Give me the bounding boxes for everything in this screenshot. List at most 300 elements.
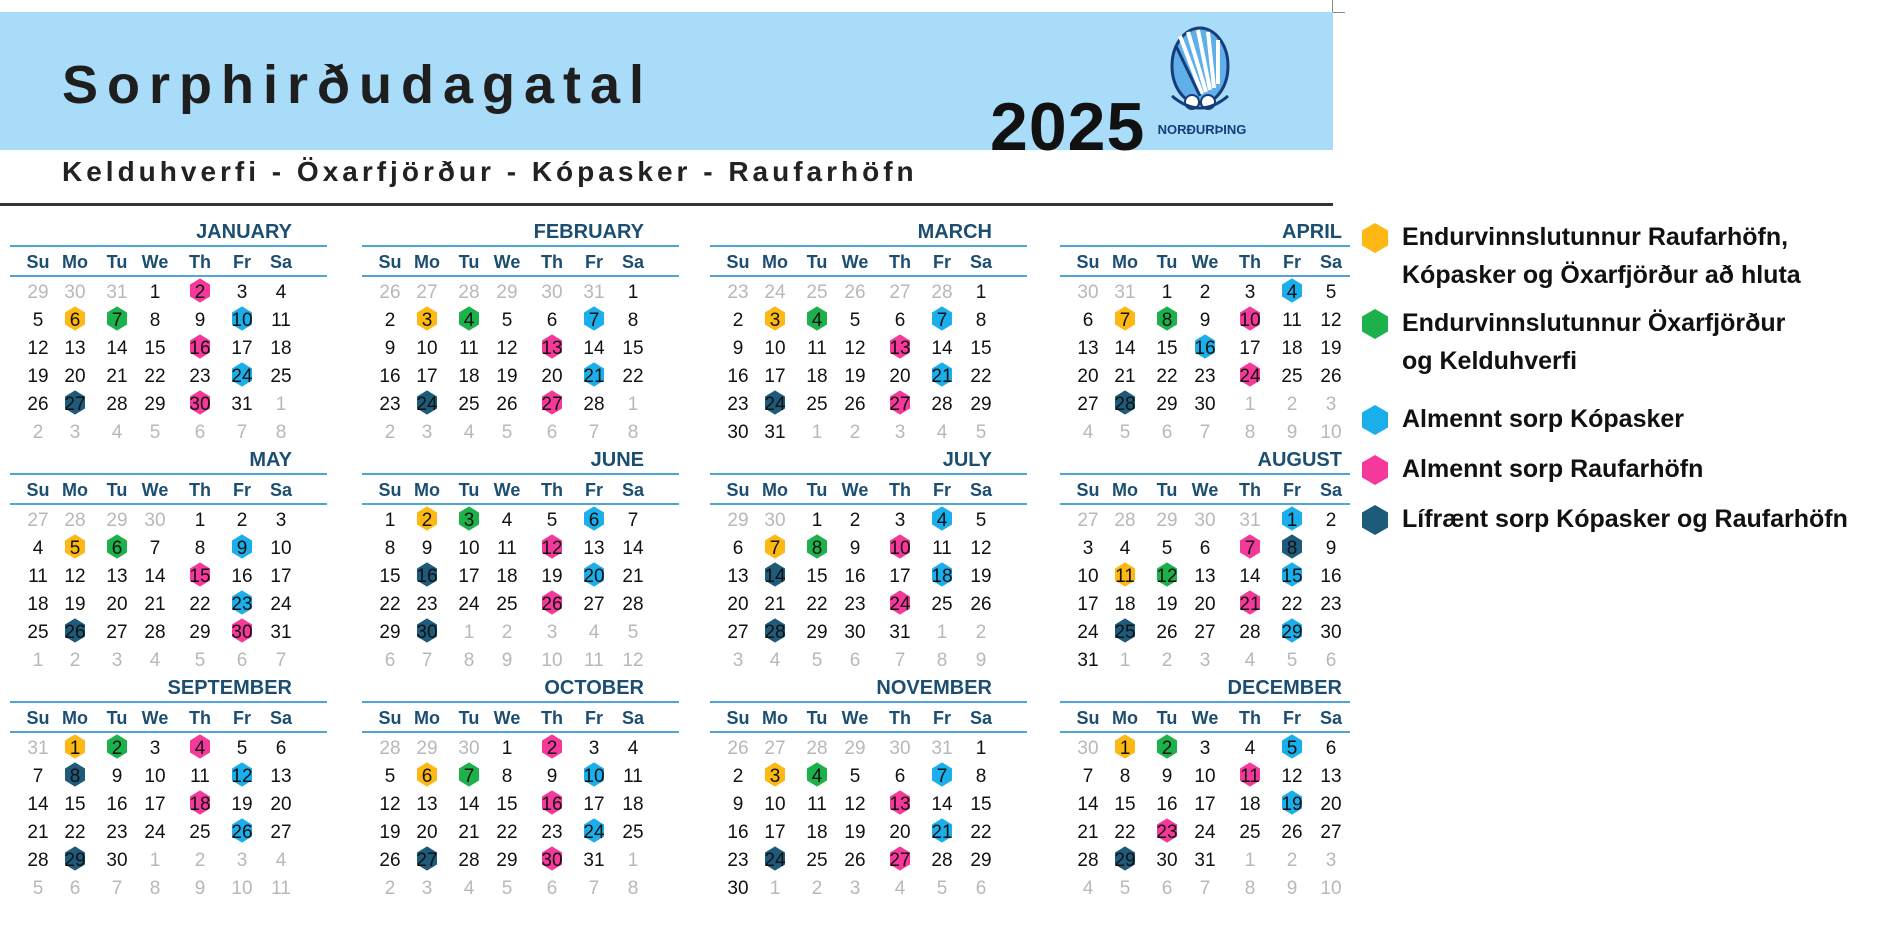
day-number-outside: 7: [1199, 422, 1211, 443]
day-number: 15: [970, 338, 992, 359]
weekday-label: Th: [189, 480, 211, 500]
day-number: 24: [144, 822, 166, 843]
day-number: 3: [421, 310, 433, 331]
day-number: 13: [541, 338, 563, 359]
day-number-outside: 5: [1286, 650, 1298, 671]
day-number: 13: [583, 538, 605, 559]
day-number-outside: 4: [936, 422, 948, 443]
day-number: 25: [189, 822, 211, 843]
weekday-label: Tu: [458, 708, 480, 728]
day-number: 26: [1156, 622, 1178, 643]
day-number-outside: 10: [1320, 878, 1342, 899]
weekday-label: Th: [189, 708, 211, 728]
day-number: 5: [849, 766, 861, 787]
day-number: 14: [27, 794, 49, 815]
day-number-outside: 8: [936, 650, 948, 671]
day-number-outside: 1: [1244, 394, 1256, 415]
day-number: 17: [1194, 794, 1216, 815]
day-number: 26: [379, 850, 401, 871]
day-number: 26: [541, 594, 563, 615]
day-number-outside: 30: [889, 738, 911, 759]
day-number: 18: [1239, 794, 1261, 815]
day-number: 28: [764, 622, 786, 643]
day-number: 21: [622, 566, 644, 587]
weekday-label: Mo: [1112, 708, 1138, 728]
day-number: 2: [236, 510, 248, 531]
day-number: 27: [1077, 394, 1099, 415]
day-number: 2: [111, 738, 123, 759]
day-number: 8: [1119, 766, 1131, 787]
day-number: 22: [144, 366, 166, 387]
weekday-label: Su: [26, 708, 50, 728]
day-number: 24: [1077, 622, 1099, 643]
weekday-label: We: [493, 252, 521, 272]
day-number: 26: [844, 394, 866, 415]
day-number: 12: [844, 338, 866, 359]
day-number: 29: [1281, 622, 1303, 643]
weekday-label: Tu: [1156, 480, 1178, 500]
day-number: 8: [501, 766, 513, 787]
day-number: 11: [1240, 766, 1260, 787]
day-number: 28: [583, 394, 605, 415]
day-number-outside: 6: [1325, 650, 1337, 671]
weekday-label: Fr: [1283, 708, 1301, 728]
day-number: 8: [149, 310, 161, 331]
day-number: 11: [807, 338, 827, 359]
day-number-outside: 3: [111, 650, 123, 671]
day-number-outside: 1: [1119, 650, 1131, 671]
month-title: JUNE: [590, 449, 644, 471]
weekday-label: Su: [26, 252, 50, 272]
weekday-label: Su: [378, 252, 402, 272]
day-number-outside: 7: [111, 878, 123, 899]
weekday-label: Su: [726, 480, 750, 500]
day-number: 8: [384, 538, 396, 559]
day-number-outside: 6: [546, 878, 558, 899]
weekday-label: Sa: [621, 708, 645, 728]
weekday-label: Mo: [1112, 252, 1138, 272]
legend-label: Lífrænt sorp Kópasker og Raufarhöfn: [1402, 505, 1848, 533]
day-number: 9: [732, 338, 744, 359]
day-number-outside: 3: [1325, 850, 1337, 871]
weekday-label: We: [141, 708, 169, 728]
day-number: 1: [501, 738, 513, 759]
day-number-outside: 6: [236, 650, 248, 671]
weekday-label: Th: [889, 708, 911, 728]
day-number: 25: [1239, 822, 1261, 843]
day-number: 28: [458, 850, 480, 871]
day-number: 18: [1281, 338, 1303, 359]
day-number-outside: 28: [806, 738, 828, 759]
day-number: 10: [1077, 566, 1099, 587]
day-number: 7: [1244, 538, 1256, 559]
day-number: 12: [970, 538, 992, 559]
day-number: 1: [384, 510, 396, 531]
day-number: 14: [458, 794, 480, 815]
day-number: 4: [32, 538, 44, 559]
day-number: 9: [384, 338, 396, 359]
day-number: 15: [622, 338, 644, 359]
day-number: 10: [416, 338, 438, 359]
day-number: 21: [931, 366, 953, 387]
day-number: 23: [844, 594, 866, 615]
weekday-label: Su: [726, 252, 750, 272]
day-number: 30: [189, 394, 211, 415]
day-number: 3: [769, 766, 781, 787]
page-title: Sorphirðudagatal: [62, 55, 654, 115]
day-number: 19: [496, 366, 518, 387]
day-number: 5: [501, 310, 513, 331]
day-number: 24: [416, 394, 438, 415]
day-number: 12: [496, 338, 518, 359]
day-number: 28: [622, 594, 644, 615]
day-number-outside: 26: [727, 738, 749, 759]
legend-item: [1362, 400, 1684, 438]
weekday-label: We: [493, 480, 521, 500]
month-title: SEPTEMBER: [167, 677, 292, 699]
day-number: 26: [27, 394, 49, 415]
day-number: 2: [732, 766, 744, 787]
month-title: NOVEMBER: [876, 677, 992, 699]
day-number-outside: 5: [975, 422, 987, 443]
day-number: 4: [1119, 538, 1131, 559]
legend-item: [1362, 450, 1703, 488]
day-number: 26: [496, 394, 518, 415]
day-number: 15: [189, 566, 211, 587]
day-number: 1: [627, 282, 639, 303]
weekday-label: Tu: [1156, 708, 1178, 728]
weekday-label: Sa: [969, 480, 993, 500]
day-number: 23: [727, 850, 749, 871]
day-number: 28: [106, 394, 128, 415]
day-number-outside: 6: [384, 650, 396, 671]
day-number: 27: [270, 822, 292, 843]
day-number-outside: 10: [541, 650, 563, 671]
day-number: 30: [1156, 850, 1178, 871]
day-number: 24: [1239, 366, 1261, 387]
weekday-label: Tu: [106, 480, 128, 500]
day-number: 3: [236, 282, 248, 303]
day-number: 16: [106, 794, 128, 815]
day-number: 7: [111, 310, 123, 331]
day-number: 17: [458, 566, 480, 587]
hexagon-icon: [1362, 309, 1388, 339]
day-number: 19: [844, 366, 866, 387]
day-number: 16: [189, 338, 211, 359]
day-number: 30: [541, 850, 563, 871]
day-number: 28: [27, 850, 49, 871]
day-number: 26: [1281, 822, 1303, 843]
day-number: 23: [189, 366, 211, 387]
day-number-outside: 10: [1320, 422, 1342, 443]
day-number: 11: [497, 538, 517, 559]
day-number: 23: [379, 394, 401, 415]
day-number: 14: [931, 338, 953, 359]
weekday-label: Sa: [621, 252, 645, 272]
day-number-outside: 5: [811, 650, 823, 671]
day-number-outside: 4: [111, 422, 123, 443]
weekday-label: Sa: [969, 252, 993, 272]
day-number: 2: [849, 510, 861, 531]
day-number: 3: [275, 510, 287, 531]
month-title: DECEMBER: [1227, 677, 1342, 699]
day-number: 20: [416, 822, 438, 843]
day-number-outside: 1: [627, 850, 639, 871]
day-number: 23: [541, 822, 563, 843]
day-number: 21: [1077, 822, 1099, 843]
day-number: 25: [270, 366, 292, 387]
weekday-label: Su: [1076, 252, 1100, 272]
day-number-outside: 30: [541, 282, 563, 303]
weekday-label: Fr: [1283, 252, 1301, 272]
day-number-outside: 7: [894, 650, 906, 671]
weekday-label: Th: [889, 252, 911, 272]
day-number: 12: [64, 566, 86, 587]
day-number: 7: [936, 766, 948, 787]
day-number-outside: 8: [1244, 878, 1256, 899]
day-number: 18: [931, 566, 953, 587]
day-number: 25: [496, 594, 518, 615]
day-number: 4: [194, 738, 206, 759]
day-number: 17: [144, 794, 166, 815]
day-number-outside: 31: [1239, 510, 1261, 531]
day-number: 15: [1114, 794, 1136, 815]
day-number-outside: 4: [275, 850, 287, 871]
day-number: 8: [69, 766, 81, 787]
day-number: 15: [144, 338, 166, 359]
day-number: 4: [936, 510, 948, 531]
day-number-outside: 3: [894, 422, 906, 443]
day-number-outside: 31: [1114, 282, 1136, 303]
weekday-label: Th: [541, 708, 563, 728]
weekday-label: Mo: [62, 480, 88, 500]
day-number: 29: [1156, 394, 1178, 415]
weekday-label: Sa: [1319, 252, 1343, 272]
day-number: 9: [194, 310, 206, 331]
day-number: 19: [1156, 594, 1178, 615]
day-number: 20: [270, 794, 292, 815]
day-number: 3: [463, 510, 475, 531]
day-number-outside: 3: [69, 422, 81, 443]
day-number: 29: [970, 850, 992, 871]
day-number: 6: [421, 766, 433, 787]
weekday-label: Tu: [458, 252, 480, 272]
day-number-outside: 30: [1194, 510, 1216, 531]
day-number: 11: [28, 566, 48, 587]
day-number: 10: [231, 310, 253, 331]
weekday-label: Mo: [762, 252, 788, 272]
weekday-label: Fr: [585, 708, 603, 728]
day-number: 27: [106, 622, 128, 643]
day-number: 9: [732, 794, 744, 815]
day-number: 6: [732, 538, 744, 559]
day-number: 25: [1114, 622, 1136, 643]
day-number-outside: 1: [463, 622, 475, 643]
day-number: 10: [764, 794, 786, 815]
weekday-label: We: [1191, 708, 1219, 728]
day-number: 1: [149, 282, 161, 303]
day-number: 20: [541, 366, 563, 387]
day-number: 13: [1194, 566, 1216, 587]
day-number: 19: [541, 566, 563, 587]
day-number: 22: [1156, 366, 1178, 387]
day-number-outside: 29: [27, 282, 49, 303]
day-number: 11: [1115, 566, 1135, 587]
day-number-outside: 23: [727, 282, 749, 303]
day-number: 8: [1286, 538, 1298, 559]
day-number: 19: [231, 794, 253, 815]
day-number: 26: [844, 850, 866, 871]
day-number: 4: [1286, 282, 1298, 303]
weekday-label: Sa: [269, 708, 293, 728]
day-number: 30: [231, 622, 253, 643]
day-number-outside: 25: [806, 282, 828, 303]
day-number: 5: [975, 510, 987, 531]
day-number: 27: [64, 394, 86, 415]
legend-label: Endurvinnslutunnur Raufarhöfn, Kópasker og Öxarfjörður að hluta: [1402, 223, 1801, 289]
day-number: 14: [583, 338, 605, 359]
day-number: 26: [231, 822, 253, 843]
day-number: 22: [970, 366, 992, 387]
day-number: 6: [1199, 538, 1211, 559]
day-number: 22: [1281, 594, 1303, 615]
day-number-outside: 5: [627, 622, 639, 643]
day-number-outside: 3: [421, 878, 433, 899]
day-number: 21: [144, 594, 166, 615]
weekday-label: We: [1191, 480, 1219, 500]
day-number: 29: [806, 622, 828, 643]
day-number: 28: [144, 622, 166, 643]
day-number: 17: [889, 566, 911, 587]
day-number: 14: [622, 538, 644, 559]
day-number: 2: [546, 738, 558, 759]
weekday-label: Tu: [1156, 252, 1178, 272]
day-number: 29: [64, 850, 86, 871]
weekday-label: Th: [189, 252, 211, 272]
day-number-outside: 4: [149, 650, 161, 671]
day-number: 21: [106, 366, 128, 387]
day-number: 16: [231, 566, 253, 587]
day-number: 13: [727, 566, 749, 587]
day-number-outside: 7: [1199, 878, 1211, 899]
day-number: 13: [416, 794, 438, 815]
weekday-label: Fr: [585, 480, 603, 500]
day-number-outside: 7: [588, 878, 600, 899]
day-number-outside: 27: [416, 282, 438, 303]
day-number: 11: [190, 766, 210, 787]
day-number: 1: [1161, 282, 1173, 303]
day-number-outside: 30: [1077, 282, 1099, 303]
day-number: 18: [1114, 594, 1136, 615]
day-number: 14: [1114, 338, 1136, 359]
hexagon-icon: [1362, 505, 1388, 535]
day-number: 28: [1077, 850, 1099, 871]
day-number-outside: 9: [501, 650, 513, 671]
day-number-outside: 8: [1244, 422, 1256, 443]
day-number: 12: [27, 338, 49, 359]
day-number: 10: [583, 766, 605, 787]
day-number: 5: [849, 310, 861, 331]
day-number-outside: 12: [622, 650, 644, 671]
day-number: 22: [806, 594, 828, 615]
weekday-label: Sa: [269, 252, 293, 272]
day-number-outside: 2: [975, 622, 987, 643]
subtitle: Kelduhverfi - Öxarfjörður - Kópasker - Raufarhöfn: [62, 156, 918, 187]
day-number-outside: 6: [1161, 422, 1173, 443]
day-number: 2: [384, 310, 396, 331]
day-number-outside: 6: [546, 422, 558, 443]
day-number-outside: 2: [1161, 650, 1173, 671]
day-number: 18: [270, 338, 292, 359]
day-number-outside: 26: [844, 282, 866, 303]
day-number: 27: [889, 394, 911, 415]
day-number-outside: 4: [463, 422, 475, 443]
weekday-label: Sa: [969, 708, 993, 728]
day-number: 9: [1161, 766, 1173, 787]
month-title: AUGUST: [1257, 449, 1342, 471]
day-number: 10: [764, 338, 786, 359]
day-number-outside: 31: [931, 738, 953, 759]
weekday-label: We: [493, 708, 521, 728]
day-number: 18: [27, 594, 49, 615]
day-number: 27: [541, 394, 563, 415]
day-number: 29: [189, 622, 211, 643]
day-number-outside: 8: [463, 650, 475, 671]
day-number: 10: [1194, 766, 1216, 787]
day-number: 18: [622, 794, 644, 815]
day-number-outside: 6: [1161, 878, 1173, 899]
day-number-outside: 8: [275, 422, 287, 443]
weekday-label: Fr: [933, 252, 951, 272]
day-number: 2: [1161, 738, 1173, 759]
day-number: 15: [806, 566, 828, 587]
day-number: 1: [975, 282, 987, 303]
day-number: 23: [1320, 594, 1342, 615]
legend-label: Almennt sorp Raufarhöfn: [1402, 455, 1704, 483]
day-number: 2: [194, 282, 206, 303]
day-number: 12: [1281, 766, 1303, 787]
day-number-outside: 28: [931, 282, 953, 303]
day-number: 31: [889, 622, 911, 643]
day-number-outside: 3: [236, 850, 248, 871]
weekday-label: Mo: [762, 708, 788, 728]
day-number: 25: [1281, 366, 1303, 387]
day-number: 10: [1239, 310, 1261, 331]
weekday-label: Su: [26, 480, 50, 500]
day-number-outside: 9: [194, 878, 206, 899]
day-number: 5: [1161, 538, 1173, 559]
month-title: MARCH: [917, 221, 992, 243]
day-number: 7: [936, 310, 948, 331]
weekday-label: Fr: [233, 252, 251, 272]
day-number: 27: [583, 594, 605, 615]
day-number: 14: [144, 566, 166, 587]
weekday-label: We: [841, 480, 869, 500]
day-number: 12: [844, 794, 866, 815]
day-number-outside: 30: [764, 510, 786, 531]
day-number: 30: [106, 850, 128, 871]
weekday-label: Su: [378, 708, 402, 728]
day-number: 25: [806, 394, 828, 415]
day-number: 16: [1194, 338, 1216, 359]
weekday-label: Tu: [106, 252, 128, 272]
day-number: 11: [623, 766, 643, 787]
day-number: 10: [889, 538, 911, 559]
day-number: 30: [1320, 622, 1342, 643]
day-number-outside: 4: [1244, 650, 1256, 671]
day-number: 4: [811, 310, 823, 331]
day-number-outside: 2: [1286, 850, 1298, 871]
